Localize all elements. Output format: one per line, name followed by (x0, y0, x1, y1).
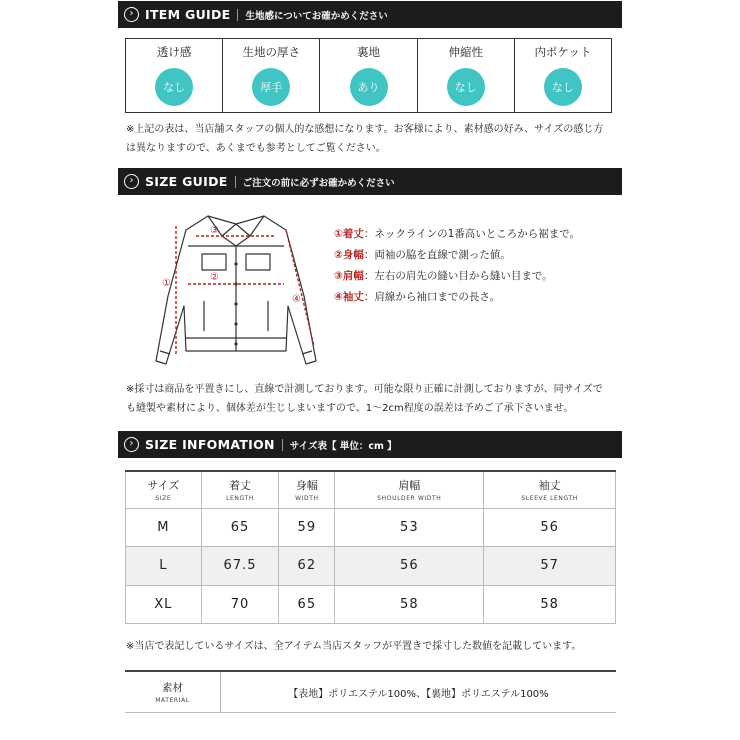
cell-length: 67.5 (201, 547, 279, 586)
chevron-right-icon: › (124, 7, 139, 22)
note-line: ※採寸は商品を平置きにし、直線で計測しております。可能な限り正確に計測しておりますが、同サイズで (126, 384, 603, 395)
item-guide-grid (125, 38, 612, 113)
diagram-label-width: ② (210, 272, 219, 283)
cell-size: M (126, 508, 202, 547)
guide-cell-thickness (223, 39, 320, 112)
cell-size: XL (126, 585, 202, 624)
material-label (125, 672, 221, 712)
size-info-subtitle: サイズ表【 単位：cm 】 (289, 440, 397, 452)
diagram-label-length: ① (162, 278, 171, 289)
guide-cell-inner-pocket (515, 39, 611, 112)
cell-length: 65 (201, 508, 279, 547)
cell-shoulder: 56 (335, 547, 484, 586)
chevron-right-icon: › (124, 174, 139, 189)
size-guide-header (118, 168, 622, 195)
cell-size: L (126, 547, 202, 586)
cell-sleeve: 57 (484, 547, 616, 586)
guide-cell-value: 厚手 (252, 68, 290, 106)
size-guide-subtitle: ご注文の前に必ずお確かめください (242, 177, 395, 189)
header-width: 身幅 WIDTH (279, 471, 335, 508)
guide-cell-label: 透け感 (156, 45, 192, 59)
size-guide-note (126, 380, 622, 418)
cell-width: 65 (279, 585, 335, 624)
measure-item: ①着丈：ネックラインの1番高いところから裾まで。 (334, 228, 581, 240)
cell-sleeve: 58 (484, 585, 616, 624)
chevron-right-icon: › (124, 437, 139, 452)
note-line: ※上記の表は、当店舗スタッフの個人的な感想になります。お客様により、素材感の好み、サイズの感じ方 (126, 124, 604, 135)
diagram-label-shoulder: ③ (210, 225, 219, 236)
material-label-jp: 素材 (162, 682, 183, 694)
header-size: サイズ SIZE (126, 471, 202, 508)
measure-item: ④袖丈：肩線から袖口までの長さ。 (334, 291, 500, 303)
guide-cell-label: 内ポケット (534, 45, 592, 59)
material-label-en: MATERIAL (155, 697, 190, 704)
guide-cell-label: 伸縮性 (448, 45, 483, 59)
table-row (126, 547, 616, 586)
guide-cell-stretch (418, 39, 515, 112)
cell-length: 70 (201, 585, 279, 624)
jacket-diagram (136, 206, 336, 372)
size-info-header (118, 431, 622, 458)
size-table (125, 470, 616, 624)
cell-width: 62 (279, 547, 335, 586)
guide-cell-sheerness (126, 39, 223, 112)
measure-item: ③肩幅：左右の肩先の縫い目から縫い目まで。 (334, 270, 553, 282)
note-line: も縫製や素材により、個体差が生じしまいますので、1〜2cm程度の誤差は予めご了承下さいませ。 (126, 403, 574, 414)
guide-cell-value: なし (155, 68, 193, 106)
item-guide-subtitle: 生地感についてお確かめください (245, 10, 388, 22)
size-info-title: SIZE INFOMATION (145, 437, 275, 452)
header-length: 着丈 LENGTH (201, 471, 279, 508)
material-value: 【表地】ポリエステル100%、【裏地】ポリエステル100% (288, 688, 549, 700)
size-info-note: ※当店で表記しているサイズは、全アイテム当店スタッフが平置きで採寸した数値を記載しています。 (126, 641, 582, 652)
header-sleeve-length: 袖丈 SLEEVE LENGTH (484, 471, 616, 508)
item-guide-note (126, 120, 622, 158)
guide-cell-value: あり (350, 68, 388, 106)
header-shoulder-width: 肩幅 SHOULDER WIDTH (335, 471, 484, 508)
diagram-label-sleeve: ④ (292, 294, 301, 305)
header-separator (282, 439, 283, 451)
guide-cell-label: 裏地 (357, 45, 380, 59)
header-separator (237, 9, 238, 21)
cell-sleeve: 56 (484, 508, 616, 547)
note-line: は異なりますので、あくまでも参考としてご覧ください。 (126, 143, 386, 154)
guide-cell-label: 生地の厚さ (242, 45, 301, 59)
cell-shoulder: 53 (335, 508, 484, 547)
size-table-header (126, 471, 616, 508)
cell-shoulder: 58 (335, 585, 484, 624)
item-guide-header (118, 1, 622, 28)
table-row (126, 585, 616, 624)
guide-cell-value: なし (544, 68, 582, 106)
measure-item: ②身幅：両袖の脇を直線で測った値。 (334, 249, 511, 261)
header-separator (235, 176, 236, 188)
cell-width: 59 (279, 508, 335, 547)
table-row (126, 508, 616, 547)
material-row (125, 670, 616, 713)
guide-cell-value: なし (447, 68, 485, 106)
guide-cell-lining (320, 39, 417, 112)
measurement-definitions (334, 224, 580, 308)
size-guide-title: SIZE GUIDE (145, 174, 228, 189)
item-guide-title: ITEM GUIDE (145, 7, 231, 22)
